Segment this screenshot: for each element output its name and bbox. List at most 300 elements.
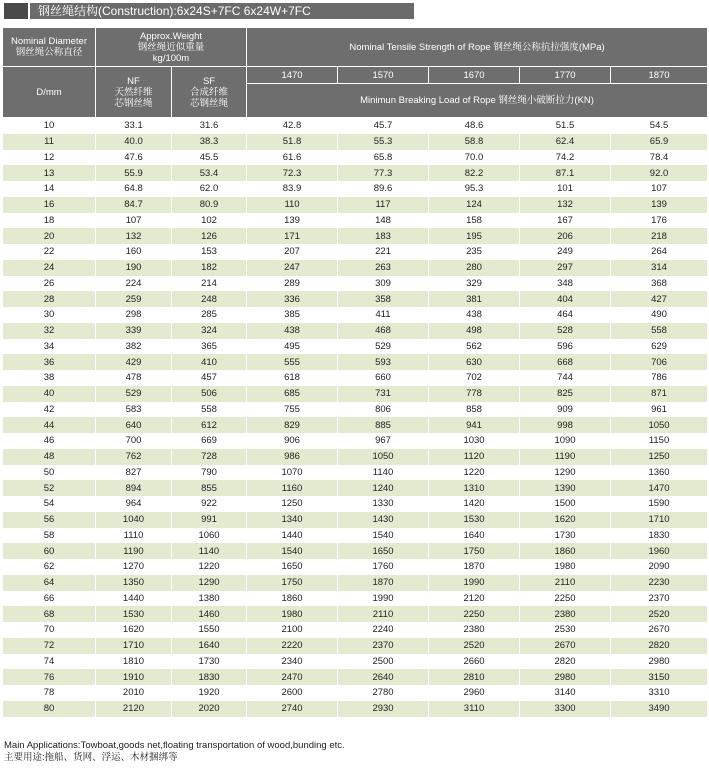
table-cell: 700 [96, 433, 172, 449]
table-cell: 495 [247, 339, 338, 355]
table-row [3, 701, 708, 717]
table-cell: 153 [172, 244, 247, 260]
table-cell: 464 [520, 307, 611, 323]
table-cell: 468 [338, 323, 429, 339]
applications-cn: 主要用途:拖船、货网、浮运、木材捆绑等 [4, 752, 178, 763]
table-cell: 51.5 [520, 118, 611, 134]
table-cell: 964 [96, 496, 172, 512]
table-cell: 1640 [429, 528, 520, 544]
table-cell: 40.0 [96, 134, 172, 150]
table-cell: 1290 [172, 575, 247, 591]
table-cell: 52 [3, 480, 96, 496]
table-cell: 176 [611, 213, 708, 229]
table-cell: 2930 [338, 701, 429, 717]
table-cell: 2670 [520, 638, 611, 654]
table-cell: 14 [3, 181, 96, 197]
table-cell: 92.0 [611, 165, 708, 181]
table-cell: 2810 [429, 669, 520, 685]
header-grade-1670: 1670 [429, 67, 520, 84]
table-cell: 3150 [611, 669, 708, 685]
table-cell: 529 [338, 339, 429, 355]
table-cell: 36 [3, 354, 96, 370]
table-cell: 558 [172, 402, 247, 418]
table-cell: 1290 [520, 465, 611, 481]
table-cell: 264 [611, 244, 708, 260]
table-cell: 382 [96, 339, 172, 355]
table-cell: 1250 [247, 496, 338, 512]
header-approx-weight-cn: 钢丝绳近似重量 [137, 41, 205, 53]
table-cell: 2600 [247, 685, 338, 701]
table-cell: 3490 [611, 701, 708, 717]
table-row [3, 402, 708, 418]
table-cell: 33.1 [96, 118, 172, 134]
table-cell: 167 [520, 213, 611, 229]
table-cell: 42.8 [247, 118, 338, 134]
table-cell: 38.3 [172, 134, 247, 150]
table-cell: 1530 [429, 512, 520, 528]
table-cell: 84.7 [96, 197, 172, 213]
table-row [3, 465, 708, 481]
table-cell: 248 [172, 291, 247, 307]
table-cell: 2250 [429, 606, 520, 622]
table-cell: 107 [611, 181, 708, 197]
table-cell: 61.6 [247, 150, 338, 166]
table-row [3, 339, 708, 355]
table-cell: 70.0 [429, 150, 520, 166]
table-cell: 1710 [611, 512, 708, 528]
header-d-mm: D/mm [3, 67, 96, 118]
table-cell: 249 [520, 244, 611, 260]
table-cell: 1440 [96, 591, 172, 607]
table-cell: 885 [338, 417, 429, 433]
table-cell: 58 [3, 528, 96, 544]
table-cell: 1710 [96, 638, 172, 654]
table-cell: 529 [96, 386, 172, 402]
table-cell: 12 [3, 150, 96, 166]
table-cell: 1420 [429, 496, 520, 512]
table-cell: 70 [3, 622, 96, 638]
header-approx-weight [96, 28, 247, 67]
table-cell: 528 [520, 323, 611, 339]
table-cell: 1340 [247, 512, 338, 528]
table-cell: 56 [3, 512, 96, 528]
table-cell: 214 [172, 276, 247, 292]
table-cell: 790 [172, 465, 247, 481]
table-cell: 107 [96, 213, 172, 229]
table-cell: 2110 [520, 575, 611, 591]
header-nf-cn1: 天然纤维 [114, 86, 153, 98]
table-cell: 596 [520, 339, 611, 355]
table-cell: 858 [429, 402, 520, 418]
table-cell: 368 [611, 276, 708, 292]
table-cell: 755 [247, 402, 338, 418]
table-cell: 47.6 [96, 150, 172, 166]
table-cell: 66 [3, 591, 96, 607]
table-cell: 1190 [96, 543, 172, 559]
table-cell: 54 [3, 496, 96, 512]
table-cell: 158 [429, 213, 520, 229]
table-cell: 101 [520, 181, 611, 197]
table-cell: 2370 [611, 591, 708, 607]
table-cell: 1050 [611, 417, 708, 433]
table-cell: 855 [172, 480, 247, 496]
table-cell: 583 [96, 402, 172, 418]
table-cell: 62 [3, 559, 96, 575]
header-sf-label: SF [202, 75, 216, 87]
table-cell: 1330 [338, 496, 429, 512]
table-cell: 2960 [429, 685, 520, 701]
table-cell: 2820 [520, 654, 611, 670]
table-row [3, 606, 708, 622]
header-sf-cn2: 芯钢丝绳 [190, 97, 229, 109]
table-cell: 42 [3, 402, 96, 418]
table-cell: 2240 [338, 622, 429, 638]
table-cell: 1060 [172, 528, 247, 544]
table-cell: 2370 [338, 638, 429, 654]
table-cell: 2500 [338, 654, 429, 670]
table-cell: 1990 [429, 575, 520, 591]
table-row [3, 685, 708, 701]
table-row [3, 512, 708, 528]
table-cell: 183 [338, 228, 429, 244]
table-cell: 1990 [338, 591, 429, 607]
table-cell: 1030 [429, 433, 520, 449]
table-row [3, 496, 708, 512]
table-row [3, 150, 708, 166]
table-cell: 2520 [611, 606, 708, 622]
table-cell: 629 [611, 339, 708, 355]
table-cell: 922 [172, 496, 247, 512]
table-cell: 2090 [611, 559, 708, 575]
table-cell: 1440 [247, 528, 338, 544]
table-cell: 1430 [338, 512, 429, 528]
table-cell: 1830 [611, 528, 708, 544]
table-cell: 991 [172, 512, 247, 528]
table-cell: 18 [3, 213, 96, 229]
table-cell: 381 [429, 291, 520, 307]
table-cell: 1040 [96, 512, 172, 528]
table-cell: 778 [429, 386, 520, 402]
table-row [3, 654, 708, 670]
table-cell: 329 [429, 276, 520, 292]
table-cell: 13 [3, 165, 96, 181]
table-cell: 1160 [247, 480, 338, 496]
table-cell: 1530 [96, 606, 172, 622]
table-cell: 2250 [520, 591, 611, 607]
table-cell: 53.4 [172, 165, 247, 181]
table-cell: 827 [96, 465, 172, 481]
table-cell: 2780 [338, 685, 429, 701]
table-row [3, 669, 708, 685]
table-cell: 206 [520, 228, 611, 244]
table-cell: 314 [611, 260, 708, 276]
header-tensile-strength: Nominal Tensile Strength of Rope 钢丝绳公称抗拉强度(MPa) [247, 28, 708, 67]
table-cell: 82.2 [429, 165, 520, 181]
table-cell: 825 [520, 386, 611, 402]
table-row [3, 228, 708, 244]
header-grade-1570: 1570 [338, 67, 429, 84]
table-cell: 558 [611, 323, 708, 339]
table-cell: 26 [3, 276, 96, 292]
table-cell: 2670 [611, 622, 708, 638]
table-row [3, 638, 708, 654]
table-cell: 11 [3, 134, 96, 150]
table-cell: 1980 [247, 606, 338, 622]
table-row [3, 323, 708, 339]
table-cell: 506 [172, 386, 247, 402]
table-cell: 1810 [96, 654, 172, 670]
table-cell: 16 [3, 197, 96, 213]
table-cell: 31.6 [172, 118, 247, 134]
table-row [3, 213, 708, 229]
table-cell: 46 [3, 433, 96, 449]
table-cell: 77.3 [338, 165, 429, 181]
table-cell: 2520 [429, 638, 520, 654]
table-cell: 1120 [429, 449, 520, 465]
table-cell: 427 [611, 291, 708, 307]
table-cell: 1920 [172, 685, 247, 701]
table-cell: 385 [247, 307, 338, 323]
table-cell: 339 [96, 323, 172, 339]
table-row [3, 449, 708, 465]
table-cell: 2020 [172, 701, 247, 717]
table-cell: 58.8 [429, 134, 520, 150]
table-cell: 309 [338, 276, 429, 292]
table-cell: 2980 [611, 654, 708, 670]
table-cell: 2010 [96, 685, 172, 701]
table-cell: 28 [3, 291, 96, 307]
header-breaking-load: Minimun Breaking Load of Rope 钢丝绳小破断拉力(KN) [247, 84, 708, 118]
table-cell: 786 [611, 370, 708, 386]
table-cell: 2120 [429, 591, 520, 607]
table-cell: 60 [3, 543, 96, 559]
table-cell: 1460 [172, 606, 247, 622]
table-cell: 1980 [520, 559, 611, 575]
table-cell: 62.0 [172, 181, 247, 197]
table-cell: 259 [96, 291, 172, 307]
table-cell: 498 [429, 323, 520, 339]
table-cell: 221 [338, 244, 429, 260]
table-cell: 1620 [520, 512, 611, 528]
table-cell: 411 [338, 307, 429, 323]
table-cell: 744 [520, 370, 611, 386]
table-cell: 1960 [611, 543, 708, 559]
table-cell: 55.3 [338, 134, 429, 150]
table-cell: 2980 [520, 669, 611, 685]
table-cell: 76 [3, 669, 96, 685]
header-nf-label: NF [127, 75, 140, 87]
table-row [3, 559, 708, 575]
table-cell: 72.3 [247, 165, 338, 181]
table-cell: 171 [247, 228, 338, 244]
table-cell: 1310 [429, 480, 520, 496]
table-cell: 1390 [520, 480, 611, 496]
footer [4, 740, 345, 764]
table-cell: 1860 [247, 591, 338, 607]
header-sf-cn1: 合成纤维 [190, 86, 229, 98]
table-cell: 1190 [520, 449, 611, 465]
table-cell: 1830 [172, 669, 247, 685]
table-cell: 139 [247, 213, 338, 229]
table-row [3, 354, 708, 370]
table-cell: 2380 [520, 606, 611, 622]
table-cell: 285 [172, 307, 247, 323]
table-cell: 348 [520, 276, 611, 292]
table-row [3, 118, 708, 134]
table-cell: 1220 [429, 465, 520, 481]
table-cell: 55.9 [96, 165, 172, 181]
table-cell: 78 [3, 685, 96, 701]
table-row [3, 260, 708, 276]
table-row [3, 543, 708, 559]
table-row [3, 244, 708, 260]
table-cell: 490 [611, 307, 708, 323]
table-cell: 289 [247, 276, 338, 292]
table-cell: 1860 [520, 543, 611, 559]
table-cell: 48 [3, 449, 96, 465]
table-cell: 45.5 [172, 150, 247, 166]
table-cell: 668 [520, 354, 611, 370]
table-cell: 1150 [611, 433, 708, 449]
table-cell: 909 [520, 402, 611, 418]
table-cell: 148 [338, 213, 429, 229]
table-cell: 45.7 [338, 118, 429, 134]
table-cell: 438 [247, 323, 338, 339]
table-cell: 555 [247, 354, 338, 370]
table-cell: 2660 [429, 654, 520, 670]
table-cell: 38 [3, 370, 96, 386]
table-row [3, 276, 708, 292]
table-cell: 1110 [96, 528, 172, 544]
table-cell: 65.8 [338, 150, 429, 166]
table-cell: 30 [3, 307, 96, 323]
table-cell: 124 [429, 197, 520, 213]
table-cell: 2640 [338, 669, 429, 685]
table-cell: 660 [338, 370, 429, 386]
table-cell: 894 [96, 480, 172, 496]
table-cell: 3310 [611, 685, 708, 701]
table-cell: 83.9 [247, 181, 338, 197]
rope-spec-table-wrapper [2, 27, 707, 717]
header-approx-weight-en: Approx.Weight [139, 30, 203, 42]
table-cell: 1750 [429, 543, 520, 559]
table-row [3, 591, 708, 607]
header-nf [96, 67, 172, 118]
table-cell: 2100 [247, 622, 338, 638]
table-cell: 74.2 [520, 150, 611, 166]
table-cell: 207 [247, 244, 338, 260]
table-cell: 64.8 [96, 181, 172, 197]
table-cell: 65.9 [611, 134, 708, 150]
table-cell: 2820 [611, 638, 708, 654]
table-cell: 324 [172, 323, 247, 339]
table-cell: 195 [429, 228, 520, 244]
table-cell: 1090 [520, 433, 611, 449]
table-cell: 1140 [338, 465, 429, 481]
table-cell: 1380 [172, 591, 247, 607]
table-cell: 1050 [338, 449, 429, 465]
table-cell: 280 [429, 260, 520, 276]
table-cell: 429 [96, 354, 172, 370]
table-cell: 2230 [611, 575, 708, 591]
table-cell: 961 [611, 402, 708, 418]
header-nf-cn2: 芯钢丝绳 [114, 97, 153, 109]
table-cell: 218 [611, 228, 708, 244]
table-cell: 669 [172, 433, 247, 449]
table-cell: 190 [96, 260, 172, 276]
table-cell: 1620 [96, 622, 172, 638]
table-cell: 2530 [520, 622, 611, 638]
table-cell: 1590 [611, 496, 708, 512]
table-cell: 967 [338, 433, 429, 449]
table-row [3, 575, 708, 591]
table-cell: 160 [96, 244, 172, 260]
table-cell: 336 [247, 291, 338, 307]
table-cell: 806 [338, 402, 429, 418]
table-cell: 2740 [247, 701, 338, 717]
table-cell: 126 [172, 228, 247, 244]
table-cell: 1650 [338, 543, 429, 559]
table-cell: 20 [3, 228, 96, 244]
table-row [3, 480, 708, 496]
table-row [3, 181, 708, 197]
table-row [3, 197, 708, 213]
table-cell: 1140 [172, 543, 247, 559]
table-cell: 34 [3, 339, 96, 355]
table-cell: 1360 [611, 465, 708, 481]
table-cell: 630 [429, 354, 520, 370]
table-row [3, 528, 708, 544]
table-cell: 358 [338, 291, 429, 307]
table-cell: 50 [3, 465, 96, 481]
table-cell: 1540 [338, 528, 429, 544]
table-cell: 89.6 [338, 181, 429, 197]
table-cell: 404 [520, 291, 611, 307]
table-cell: 247 [247, 260, 338, 276]
table-cell: 731 [338, 386, 429, 402]
table-cell: 263 [338, 260, 429, 276]
title-bar [0, 0, 709, 22]
table-cell: 706 [611, 354, 708, 370]
table-cell: 1750 [247, 575, 338, 591]
table-row [3, 386, 708, 402]
table-cell: 102 [172, 213, 247, 229]
header-grade-1770: 1770 [520, 67, 611, 84]
table-cell: 1540 [247, 543, 338, 559]
table-row [3, 307, 708, 323]
table-cell: 40 [3, 386, 96, 402]
table-cell: 562 [429, 339, 520, 355]
table-cell: 117 [338, 197, 429, 213]
table-cell: 1640 [172, 638, 247, 654]
table-cell: 74 [3, 654, 96, 670]
table-cell: 1910 [96, 669, 172, 685]
table-cell: 32 [3, 323, 96, 339]
table-cell: 2120 [96, 701, 172, 717]
table-cell: 297 [520, 260, 611, 276]
header-weight-unit: kg/100m [152, 52, 190, 64]
table-cell: 728 [172, 449, 247, 465]
table-cell: 1650 [247, 559, 338, 575]
table-cell: 1870 [338, 575, 429, 591]
table-row [3, 433, 708, 449]
table-cell: 457 [172, 370, 247, 386]
table-cell: 1470 [611, 480, 708, 496]
table-header [3, 28, 708, 118]
title-marker [4, 3, 28, 19]
table-row [3, 165, 708, 181]
table-cell: 1760 [338, 559, 429, 575]
